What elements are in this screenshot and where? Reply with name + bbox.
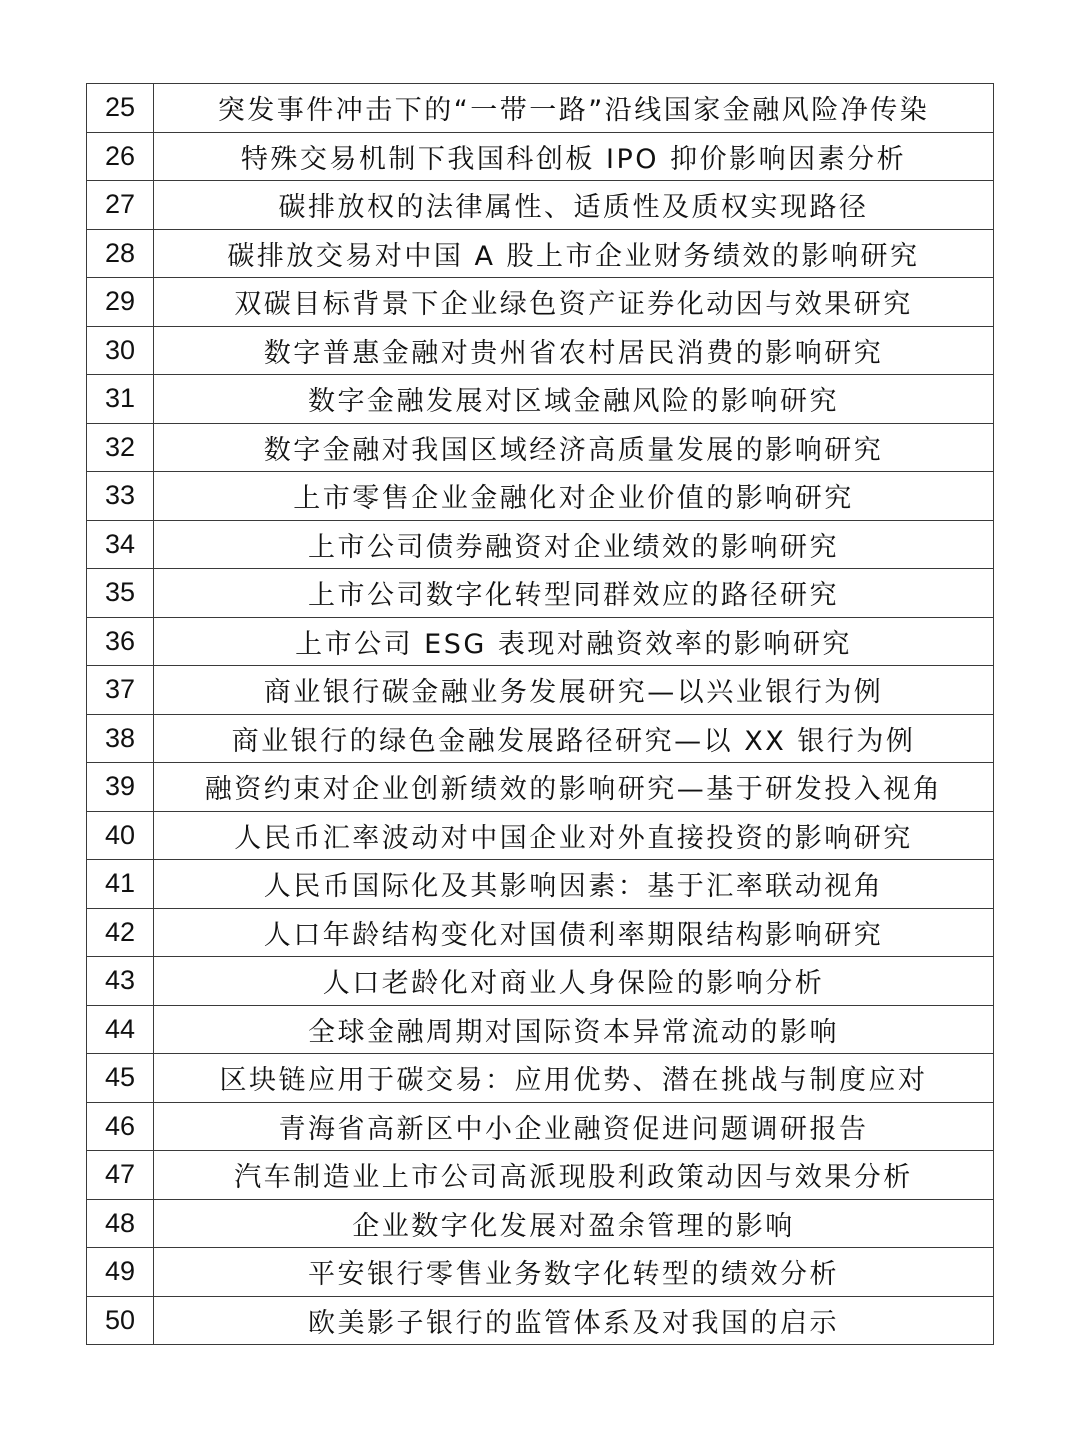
table-row	[87, 84, 994, 133]
table-row	[87, 472, 994, 521]
topic-title: 碳排放交易对中国 A 股上市企业财务绩效的影响研究	[154, 229, 994, 278]
topic-title: 人口年龄结构变化对国债利率期限结构影响研究	[154, 908, 994, 957]
table-row	[87, 1102, 994, 1151]
topic-title: 区块链应用于碳交易：应用优势、潜在挑战与制度应对	[154, 1054, 994, 1103]
topic-title: 双碳目标背景下企业绿色资产证券化动因与效果研究	[154, 278, 994, 327]
table-row	[87, 132, 994, 181]
row-number: 31	[87, 375, 154, 424]
row-number: 44	[87, 1005, 154, 1054]
topic-title: 上市零售企业金融化对企业价值的影响研究	[154, 472, 994, 521]
topic-title: 人民币汇率波动对中国企业对外直接投资的影响研究	[154, 811, 994, 860]
table-row	[87, 763, 994, 812]
table-row	[87, 181, 994, 230]
table-row	[87, 617, 994, 666]
table-row	[87, 714, 994, 763]
topics-table-body	[87, 84, 994, 1345]
row-number: 46	[87, 1102, 154, 1151]
row-number: 25	[87, 84, 154, 133]
row-number: 32	[87, 423, 154, 472]
row-number: 28	[87, 229, 154, 278]
row-number: 39	[87, 763, 154, 812]
topic-title: 上市公司 ESG 表现对融资效率的影响研究	[154, 617, 994, 666]
topic-title: 平安银行零售业务数字化转型的绩效分析	[154, 1248, 994, 1297]
topic-title: 商业银行碳金融业务发展研究—以兴业银行为例	[154, 666, 994, 715]
topic-title: 全球金融周期对国际资本异常流动的影响	[154, 1005, 994, 1054]
row-number: 36	[87, 617, 154, 666]
topic-title: 数字金融对我国区域经济高质量发展的影响研究	[154, 423, 994, 472]
table-row	[87, 569, 994, 618]
row-number: 49	[87, 1248, 154, 1297]
row-number: 33	[87, 472, 154, 521]
table-row	[87, 1199, 994, 1248]
table-row	[87, 1054, 994, 1103]
table-row	[87, 229, 994, 278]
topic-title: 特殊交易机制下我国科创板 IPO 抑价影响因素分析	[154, 132, 994, 181]
row-number: 34	[87, 520, 154, 569]
table-row	[87, 957, 994, 1006]
table-row	[87, 278, 994, 327]
topic-title: 上市公司数字化转型同群效应的路径研究	[154, 569, 994, 618]
topic-title: 融资约束对企业创新绩效的影响研究—基于研发投入视角	[154, 763, 994, 812]
row-number: 37	[87, 666, 154, 715]
table-row	[87, 423, 994, 472]
table-row	[87, 908, 994, 957]
table-row	[87, 375, 994, 424]
row-number: 43	[87, 957, 154, 1006]
topics-table	[86, 83, 994, 1345]
topic-title: 数字金融发展对区域金融风险的影响研究	[154, 375, 994, 424]
table-row	[87, 1296, 994, 1345]
row-number: 47	[87, 1151, 154, 1200]
topic-title: 青海省高新区中小企业融资促进问题调研报告	[154, 1102, 994, 1151]
table-row	[87, 1248, 994, 1297]
row-number: 45	[87, 1054, 154, 1103]
topic-title: 突发事件冲击下的“一带一路”沿线国家金融风险净传染	[154, 84, 994, 133]
topic-title: 欧美影子银行的监管体系及对我国的启示	[154, 1296, 994, 1345]
row-number: 40	[87, 811, 154, 860]
topic-title: 碳排放权的法律属性、适质性及质权实现路径	[154, 181, 994, 230]
topic-title: 商业银行的绿色金融发展路径研究—以 XX 银行为例	[154, 714, 994, 763]
table-row	[87, 860, 994, 909]
table-row	[87, 1005, 994, 1054]
topic-title: 企业数字化发展对盈余管理的影响	[154, 1199, 994, 1248]
topic-title: 上市公司债券融资对企业绩效的影响研究	[154, 520, 994, 569]
topic-title: 汽车制造业上市公司高派现股利政策动因与效果分析	[154, 1151, 994, 1200]
row-number: 50	[87, 1296, 154, 1345]
table-row	[87, 520, 994, 569]
topic-title: 人口老龄化对商业人身保险的影响分析	[154, 957, 994, 1006]
row-number: 42	[87, 908, 154, 957]
row-number: 29	[87, 278, 154, 327]
table-row	[87, 1151, 994, 1200]
table-row	[87, 666, 994, 715]
row-number: 30	[87, 326, 154, 375]
topic-title: 数字普惠金融对贵州省农村居民消费的影响研究	[154, 326, 994, 375]
row-number: 41	[87, 860, 154, 909]
row-number: 35	[87, 569, 154, 618]
table-row	[87, 811, 994, 860]
row-number: 26	[87, 132, 154, 181]
row-number: 48	[87, 1199, 154, 1248]
row-number: 27	[87, 181, 154, 230]
row-number: 38	[87, 714, 154, 763]
table-row	[87, 326, 994, 375]
topic-title: 人民币国际化及其影响因素：基于汇率联动视角	[154, 860, 994, 909]
